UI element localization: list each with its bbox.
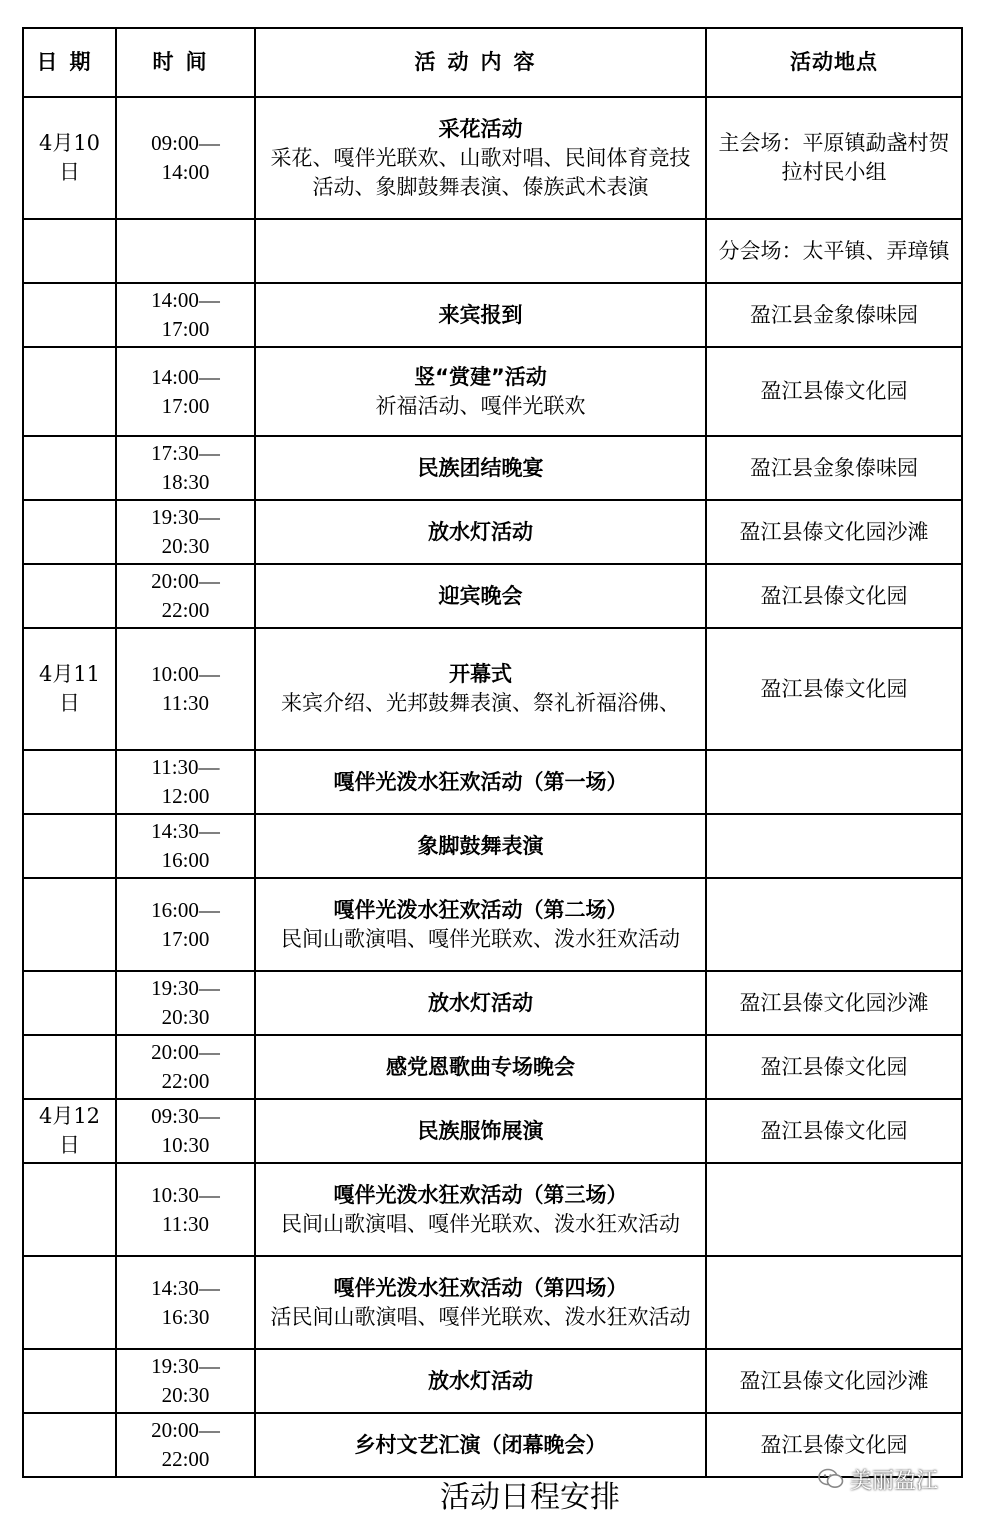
cell-location: 盈江县傣文化园 bbox=[706, 1413, 962, 1477]
watermark bbox=[818, 1464, 938, 1494]
activity-title: 来宾报到 bbox=[438, 302, 523, 327]
cell-date bbox=[23, 878, 116, 971]
header-content: 活动内容 bbox=[255, 28, 706, 97]
cell-location: 盈江县傣文化园沙滩 bbox=[706, 971, 962, 1035]
cell-content bbox=[255, 283, 706, 347]
activity-title: 民族团结晚宴 bbox=[417, 455, 544, 480]
cell-content bbox=[255, 971, 706, 1035]
table-row bbox=[23, 1099, 962, 1163]
activity-title: 迎宾晚会 bbox=[438, 583, 523, 608]
cell-time: 14:00— 17:00 bbox=[116, 283, 255, 347]
activity-desc: 活民间山歌演唱、嘎伴光联欢、泼水狂欢活动 bbox=[270, 1304, 691, 1329]
cell-date bbox=[23, 1349, 116, 1413]
cell-content bbox=[255, 878, 706, 971]
cell-time: 09:00— 14:00 bbox=[116, 97, 255, 219]
cell-location: 主会场：平原镇勐盏村贺拉村民小组 bbox=[706, 97, 962, 219]
table-row bbox=[23, 878, 962, 971]
table-row bbox=[23, 750, 962, 814]
cell-time bbox=[116, 219, 255, 283]
cell-content bbox=[255, 628, 706, 750]
cell-location bbox=[706, 750, 962, 814]
cell-content bbox=[255, 500, 706, 564]
schedule-body bbox=[23, 97, 962, 1477]
cell-content bbox=[255, 436, 706, 500]
cell-content bbox=[255, 1413, 706, 1477]
cell-time: 17:30— 18:30 bbox=[116, 436, 255, 500]
cell-content bbox=[255, 97, 706, 219]
cell-location bbox=[706, 1163, 962, 1256]
cell-location bbox=[706, 878, 962, 971]
cell-date bbox=[23, 219, 116, 283]
cell-location: 盈江县傣文化园 bbox=[706, 564, 962, 628]
cell-time: 11:30— 12:00 bbox=[116, 750, 255, 814]
table-row bbox=[23, 219, 962, 283]
cell-content bbox=[255, 1256, 706, 1349]
table-row bbox=[23, 971, 962, 1035]
cell-date: 4月10日 bbox=[23, 97, 116, 219]
activity-title: 乡村文艺汇演（闭幕晚会） bbox=[354, 1432, 607, 1457]
cell-content bbox=[255, 814, 706, 878]
table-row bbox=[23, 1349, 962, 1413]
activity-title: 竖“赏建”活动 bbox=[414, 364, 547, 389]
cell-date bbox=[23, 1163, 116, 1256]
cell-time: 19:30— 20:30 bbox=[116, 500, 255, 564]
table-row bbox=[23, 564, 962, 628]
activity-title: 放水灯活动 bbox=[428, 990, 533, 1015]
activity-title: 嘎伴光泼水狂欢活动（第二场） bbox=[333, 897, 628, 922]
cell-date bbox=[23, 1256, 116, 1349]
cell-content bbox=[255, 347, 706, 436]
cell-content bbox=[255, 219, 706, 283]
cell-time: 14:30— 16:00 bbox=[116, 814, 255, 878]
cell-date bbox=[23, 750, 116, 814]
activity-title: 开幕式 bbox=[449, 662, 512, 686]
cell-content bbox=[255, 1099, 706, 1163]
activity-desc: 祈福活动、嘎伴光联欢 bbox=[375, 393, 586, 418]
cell-time: 14:00— 17:00 bbox=[116, 347, 255, 436]
cell-location: 盈江县傣文化园沙滩 bbox=[706, 1349, 962, 1413]
caption: 活动日程安排 bbox=[440, 1480, 620, 1515]
cell-content bbox=[255, 1349, 706, 1413]
cell-time: 20:00— 22:00 bbox=[116, 1035, 255, 1099]
cell-date bbox=[23, 971, 116, 1035]
header-time: 时间 bbox=[116, 28, 255, 97]
table-row bbox=[23, 500, 962, 564]
cell-content bbox=[255, 1163, 706, 1256]
table-row bbox=[23, 283, 962, 347]
cell-time: 09:30— 10:30 bbox=[116, 1099, 255, 1163]
cell-location: 盈江县金象傣味园 bbox=[706, 283, 962, 347]
cell-time: 20:00— 22:00 bbox=[116, 1413, 255, 1477]
table-row bbox=[23, 1163, 962, 1256]
cell-location bbox=[706, 1256, 962, 1349]
cell-date bbox=[23, 283, 116, 347]
wechat-icon bbox=[818, 1468, 844, 1490]
activity-title: 嘎伴光泼水狂欢活动（第三场） bbox=[333, 1182, 628, 1207]
cell-time: 14:30— 16:30 bbox=[116, 1256, 255, 1349]
cell-content bbox=[255, 1035, 706, 1099]
cell-location: 分会场：太平镇、弄璋镇 bbox=[706, 219, 962, 283]
activity-title: 放水灯活动 bbox=[428, 1368, 533, 1393]
cell-date bbox=[23, 564, 116, 628]
activity-title: 采花活动 bbox=[438, 116, 523, 141]
activity-title: 象脚鼓舞表演 bbox=[417, 833, 544, 858]
cell-time: 16:00— 17:00 bbox=[116, 878, 255, 971]
table-row bbox=[23, 1256, 962, 1349]
activity-desc: 采花、嘎伴光联欢、山歌对唱、民间体育竞技活动、象脚鼓舞表演、傣族武术表演 bbox=[270, 145, 691, 199]
activity-desc: 来宾介绍、光邦鼓舞表演、祭礼祈福浴佛、 bbox=[281, 691, 680, 715]
table-row bbox=[23, 628, 962, 750]
cell-date: 4月12日 bbox=[23, 1099, 116, 1163]
table-row bbox=[23, 436, 962, 500]
schedule-table bbox=[22, 27, 963, 1478]
table-row bbox=[23, 814, 962, 878]
activity-title: 嘎伴光泼水狂欢活动（第一场） bbox=[333, 769, 628, 794]
activity-title: 民族服饰展演 bbox=[417, 1118, 544, 1143]
activity-desc: 民间山歌演唱、嘎伴光联欢、泼水狂欢活动 bbox=[281, 1211, 680, 1236]
header-row bbox=[23, 28, 962, 97]
cell-time: 19:30— 20:30 bbox=[116, 1349, 255, 1413]
cell-content bbox=[255, 564, 706, 628]
cell-date: 4月11日 bbox=[23, 628, 116, 750]
header-date: 日期 bbox=[23, 28, 116, 97]
activity-title: 嘎伴光泼水狂欢活动（第四场） bbox=[333, 1275, 628, 1300]
cell-time: 20:00— 22:00 bbox=[116, 564, 255, 628]
cell-date bbox=[23, 436, 116, 500]
cell-location: 盈江县傣文化园沙滩 bbox=[706, 500, 962, 564]
cell-location: 盈江县傣文化园 bbox=[706, 628, 962, 750]
cell-content bbox=[255, 750, 706, 814]
activity-desc: 民间山歌演唱、嘎伴光联欢、泼水狂欢活动 bbox=[281, 926, 680, 951]
cell-time: 10:00— 11:30 bbox=[116, 628, 255, 750]
cell-location: 盈江县金象傣味园 bbox=[706, 436, 962, 500]
cell-date bbox=[23, 814, 116, 878]
table-row bbox=[23, 97, 962, 219]
table-row bbox=[23, 1035, 962, 1099]
table-row bbox=[23, 347, 962, 436]
cell-date bbox=[23, 347, 116, 436]
activity-title: 放水灯活动 bbox=[428, 519, 533, 544]
cell-time: 10:30— 11:30 bbox=[116, 1163, 255, 1256]
cell-location: 盈江县傣文化园 bbox=[706, 347, 962, 436]
cell-location: 盈江县傣文化园 bbox=[706, 1099, 962, 1163]
cell-time: 19:30— 20:30 bbox=[116, 971, 255, 1035]
cell-date bbox=[23, 1413, 116, 1477]
header-location: 活动地点 bbox=[706, 28, 962, 97]
cell-location bbox=[706, 814, 962, 878]
activity-title: 感党恩歌曲专场晚会 bbox=[386, 1054, 575, 1079]
cell-date bbox=[23, 1035, 116, 1099]
watermark-text: 美丽盈江 bbox=[850, 1468, 939, 1494]
cell-date bbox=[23, 500, 116, 564]
cell-location: 盈江县傣文化园 bbox=[706, 1035, 962, 1099]
